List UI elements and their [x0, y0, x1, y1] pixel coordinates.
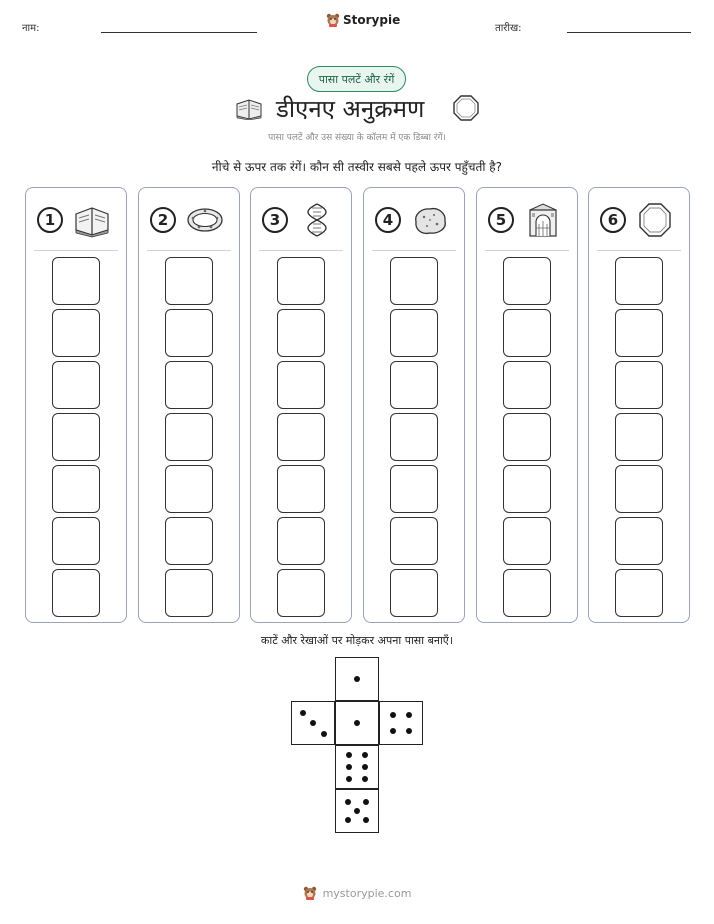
pip — [354, 808, 360, 814]
column-number: 3 — [262, 207, 288, 233]
column-3 — [250, 187, 352, 623]
pip — [321, 731, 327, 737]
color-box[interactable] — [277, 569, 325, 617]
column-header — [477, 188, 577, 250]
column-2 — [138, 187, 240, 623]
column-divider — [372, 250, 456, 251]
pip — [310, 720, 316, 726]
color-box[interactable] — [165, 569, 213, 617]
color-box[interactable] — [277, 361, 325, 409]
rock-icon — [410, 202, 450, 238]
column-header — [251, 188, 351, 250]
color-box[interactable] — [52, 361, 100, 409]
die-face-6 — [335, 745, 379, 789]
color-box[interactable] — [503, 517, 551, 565]
color-box[interactable] — [165, 465, 213, 513]
color-box[interactable] — [52, 413, 100, 461]
color-box[interactable] — [503, 361, 551, 409]
pip — [406, 712, 412, 718]
date-line[interactable] — [567, 32, 691, 33]
date-label: तारीख: — [495, 23, 522, 34]
die-face-4 — [379, 701, 423, 745]
color-box[interactable] — [390, 413, 438, 461]
color-box[interactable] — [390, 517, 438, 565]
pip — [346, 776, 352, 782]
column-number: 2 — [150, 207, 176, 233]
color-box[interactable] — [615, 569, 663, 617]
column-divider — [147, 250, 231, 251]
pip — [345, 817, 351, 823]
color-box[interactable] — [615, 309, 663, 357]
column-divider — [259, 250, 343, 251]
color-box[interactable] — [52, 517, 100, 565]
column-header — [139, 188, 239, 250]
octagon-icon — [452, 94, 480, 122]
dice-instruction: काटें और रेखाओं पर मोड़कर अपना पासा बनाएँ। — [260, 634, 454, 647]
color-box[interactable] — [503, 309, 551, 357]
pip — [362, 776, 368, 782]
color-box[interactable] — [615, 413, 663, 461]
color-box[interactable] — [615, 517, 663, 565]
color-box[interactable] — [165, 517, 213, 565]
column-number: 5 — [488, 207, 514, 233]
color-box[interactable] — [165, 413, 213, 461]
column-number: 1 — [37, 207, 63, 233]
column-header — [364, 188, 464, 250]
mascot-icon — [326, 13, 340, 27]
color-box[interactable] — [52, 465, 100, 513]
column-5 — [476, 187, 578, 623]
pip — [406, 728, 412, 734]
die-face-3 — [291, 701, 335, 745]
pip — [362, 752, 368, 758]
pip — [300, 710, 306, 716]
color-box[interactable] — [390, 309, 438, 357]
activity-badge: पासा पलटें और रंगें — [307, 66, 406, 92]
column-divider — [597, 250, 681, 251]
color-box[interactable] — [390, 569, 438, 617]
pip — [346, 764, 352, 770]
pip — [363, 799, 369, 805]
color-box[interactable] — [277, 309, 325, 357]
column-1 — [25, 187, 127, 623]
color-box[interactable] — [503, 413, 551, 461]
pip — [363, 817, 369, 823]
name-line[interactable] — [101, 32, 257, 33]
color-box[interactable] — [277, 413, 325, 461]
color-box[interactable] — [503, 569, 551, 617]
column-header — [589, 188, 689, 250]
pip — [390, 712, 396, 718]
die-face-1 — [335, 701, 379, 745]
pip — [362, 764, 368, 770]
logo-text: Storypie — [343, 13, 401, 27]
name-label: नाम: — [22, 23, 40, 34]
pip — [346, 752, 352, 758]
logo — [326, 13, 400, 27]
color-box[interactable] — [52, 569, 100, 617]
color-box[interactable] — [390, 257, 438, 305]
title-row — [0, 92, 714, 126]
color-box[interactable] — [52, 257, 100, 305]
book-icon — [72, 202, 112, 238]
column-divider — [34, 250, 118, 251]
column-divider — [485, 250, 569, 251]
column-4 — [363, 187, 465, 623]
ring-icon — [185, 202, 225, 238]
color-box[interactable] — [615, 257, 663, 305]
instruction: नीचे से ऊपर तक रंगें। कौन सी तस्वीर सबसे पहले ऊपर पहुँचती है? — [211, 160, 503, 174]
column-number: 6 — [600, 207, 626, 233]
color-box[interactable] — [277, 517, 325, 565]
color-box[interactable] — [390, 465, 438, 513]
color-box[interactable] — [615, 465, 663, 513]
color-box[interactable] — [503, 257, 551, 305]
color-box[interactable] — [277, 257, 325, 305]
book-icon — [234, 96, 264, 120]
pip — [390, 728, 396, 734]
die-face-1 — [335, 657, 379, 701]
color-box[interactable] — [165, 257, 213, 305]
pip — [354, 720, 360, 726]
pip — [354, 676, 360, 682]
color-box[interactable] — [165, 309, 213, 357]
octagon-icon — [635, 202, 675, 238]
footer-url: mystorypie.com — [322, 886, 412, 900]
page-title: डीएनए अनुक्रमण — [276, 95, 425, 123]
color-box[interactable] — [615, 361, 663, 409]
dna-icon — [297, 202, 337, 238]
temple-icon — [523, 202, 563, 238]
column-6 — [588, 187, 690, 623]
color-box[interactable] — [390, 361, 438, 409]
subtitle: पासा पलटें और उस संख्या के कॉलम में एक डिब्बा रंगें। — [268, 133, 446, 143]
column-number: 4 — [375, 207, 401, 233]
color-box[interactable] — [503, 465, 551, 513]
pip — [345, 799, 351, 805]
die-face-5 — [335, 789, 379, 833]
color-box[interactable] — [277, 465, 325, 513]
column-header — [26, 188, 126, 250]
mascot-icon — [303, 886, 317, 900]
footer — [0, 886, 714, 900]
color-box[interactable] — [52, 309, 100, 357]
color-box[interactable] — [165, 361, 213, 409]
